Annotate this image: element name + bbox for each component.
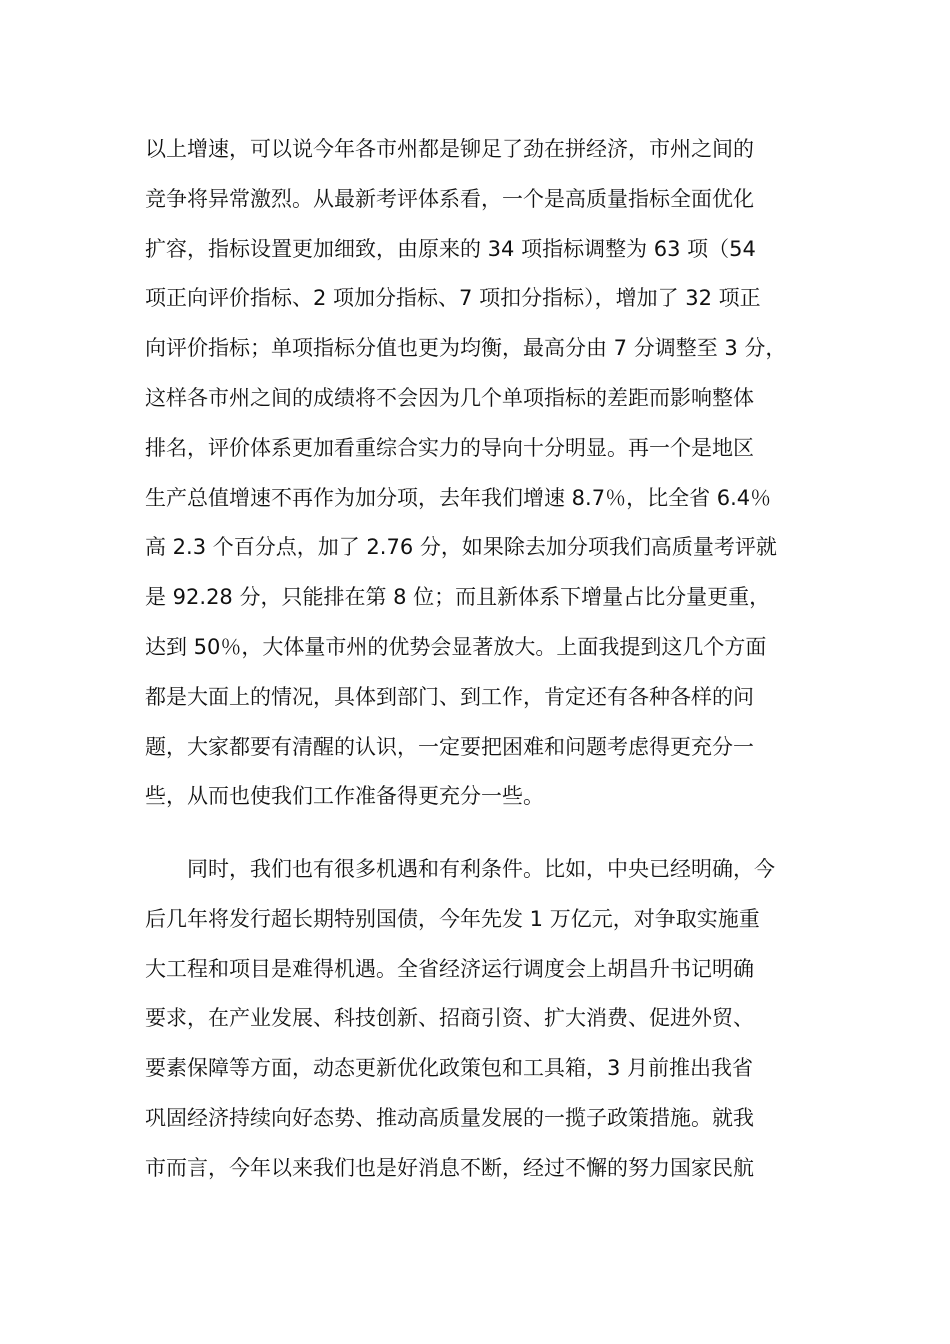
text-line: 扩容，指标设置更加细致，由原来的 34 项指标调整为 63 项（54 [145,236,756,261]
text-line: 以上增速，可以说今年各市州都是铆足了劲在拼经济，市州之间的 [145,137,754,161]
text-line: 要求，在产业发展、科技创新、招商引资、扩大消费、促进外贸、 [145,1006,754,1031]
text-line: 达到 50％，大体量市州的优势会显著放大。上面我提到这几个方面 [145,634,767,659]
text-line: 向评价指标；单项指标分值也更为均衡，最高分由 7 分调整至 3 分， [145,336,787,361]
text-line: 都是大面上的情况，具体到部门、到工作，肯定还有各种各样的问 [145,684,754,709]
text-line: 后几年将发行超长期特别国债，今年先发 1 万亿元，对争取实施重 [145,906,760,931]
text-line: 题，大家都要有清醒的认识，一定要把困难和问题考虑得更充分一 [145,734,754,759]
text-line: 大工程和项目是难得机遇。全省经济运行调度会上胡昌升书记明确 [145,956,754,981]
text-line: 竞争将异常激烈。从最新考评体系看，一个是高质量指标全面优化 [145,186,754,211]
text-line: 市而言，今年以来我们也是好消息不断，经过不懈的努力国家民航 [145,1155,754,1180]
text-line: 项正向评价指标、2 项加分指标、7 项扣分指标），增加了 32 项正 [145,286,761,311]
paragraph-2 [145,845,815,1194]
text-line: 巩固经济持续向好态势、推动高质量发展的一揽子政策措施。就我 [145,1105,754,1130]
text-line: 同时，我们也有很多机遇和有利条件。比如，中央已经明确，今 [145,857,775,881]
text-line: 要素保障等方面，动态更新优化政策包和工具箱，3 月前推出我省 [145,1056,754,1081]
paragraph-1 [145,125,815,822]
text-line: 这样各市州之间的成绩将不会因为几个单项指标的差距而影响整体 [145,385,754,410]
text-line: 是 92.28 分，只能排在第 8 位；而且新体系下增量占比分量更重， [145,585,771,610]
text-line: 高 2.3 个百分点，加了 2.76 分，如果除去加分项我们高质量考评就 [145,535,777,560]
text-line: 排名，评价体系更加看重综合实力的导向十分明显。再一个是地区 [145,435,754,460]
text-line: 些，从而也使我们工作准备得更充分一些。 [145,784,544,809]
text-line: 生产总值增速不再作为加分项，去年我们增速 8.7％，比全省 6.4％ [145,485,772,510]
